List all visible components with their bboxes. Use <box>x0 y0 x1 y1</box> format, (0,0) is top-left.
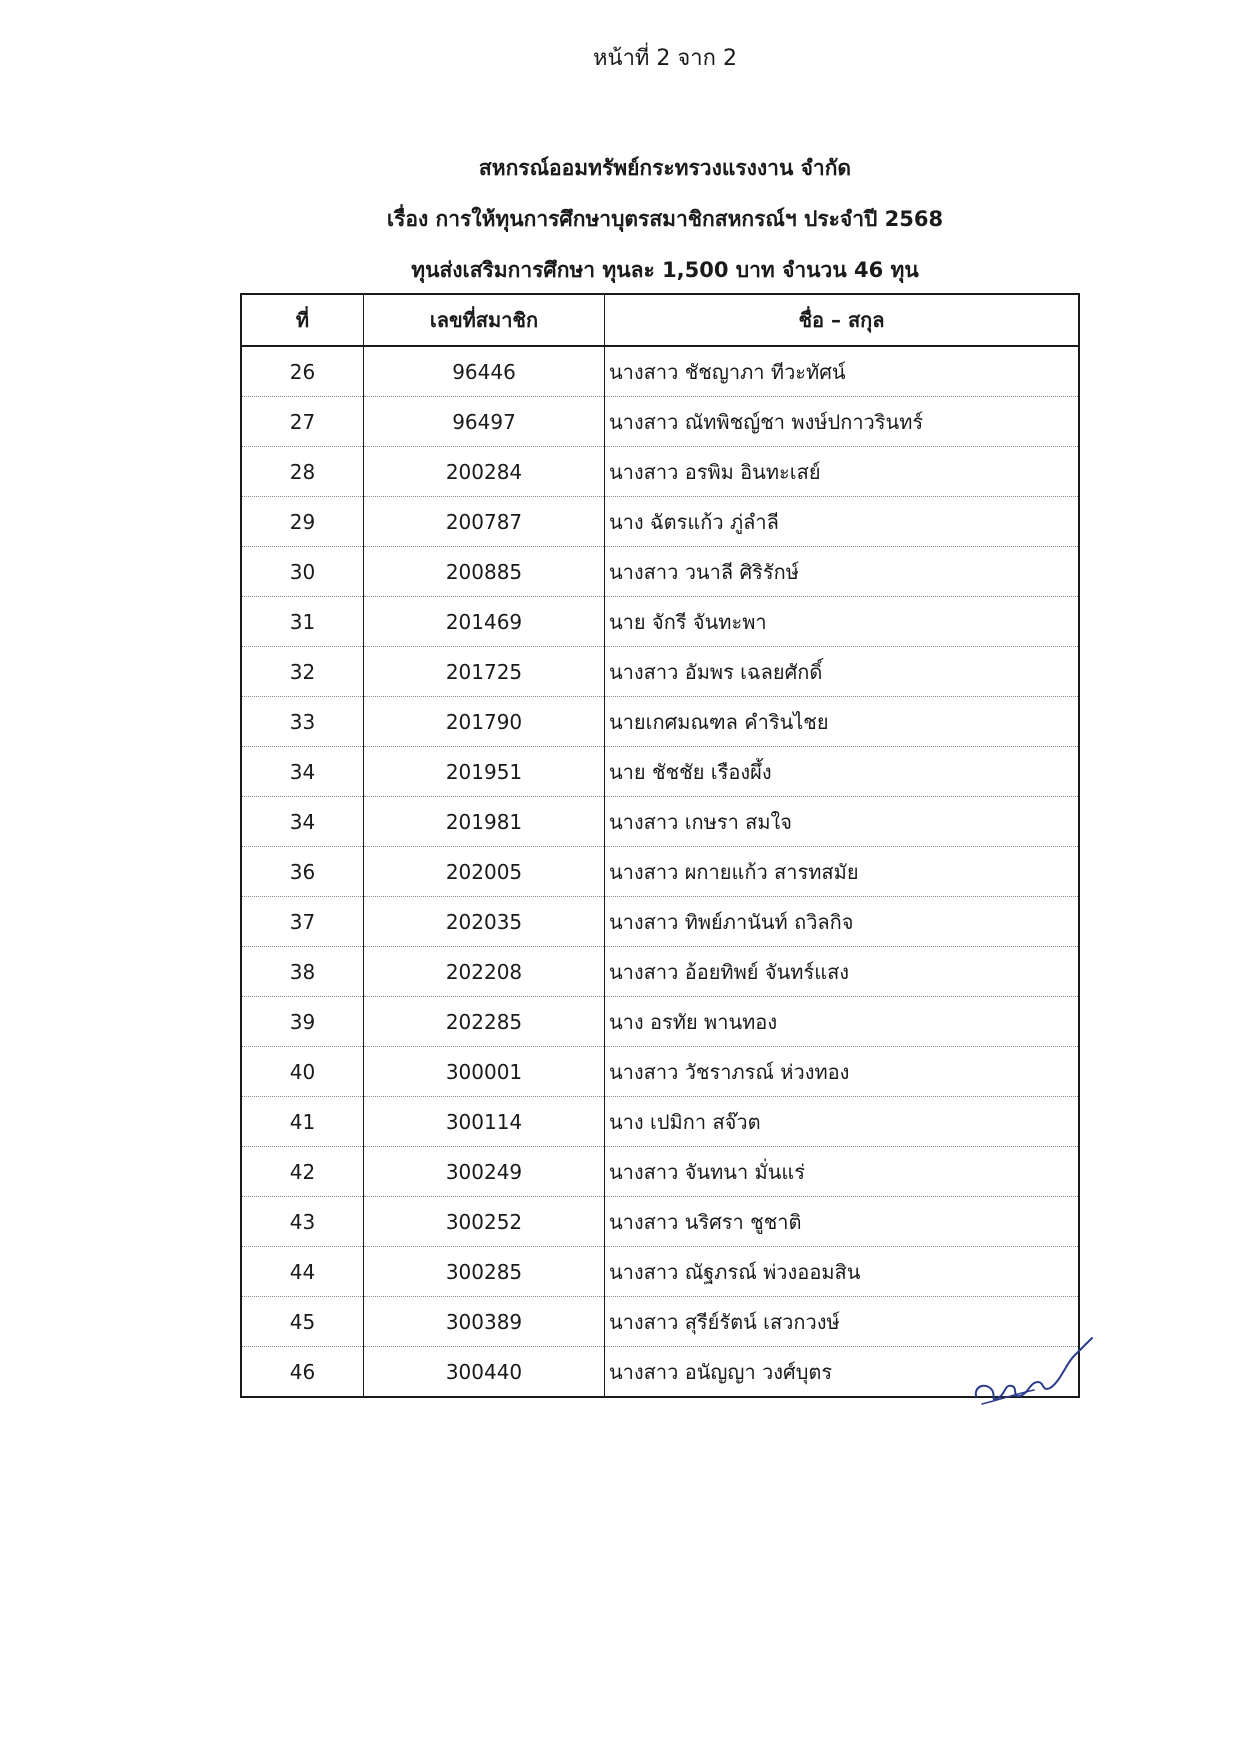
row-number: 34 <box>241 747 364 797</box>
column-header-no: ที่ <box>241 294 364 346</box>
table-row <box>241 597 1079 647</box>
member-name: นางสาว วนาลี ศิริรักษ์ <box>605 547 1080 597</box>
row-number: 33 <box>241 697 364 747</box>
member-id: 201790 <box>364 697 605 747</box>
table-row <box>241 1247 1079 1297</box>
member-name: นาง เปมิกา สจ๊วต <box>605 1097 1080 1147</box>
member-id: 202208 <box>364 947 605 997</box>
row-number: 39 <box>241 997 364 1047</box>
table-row <box>241 1197 1079 1247</box>
member-name: นาง ฉัตรแก้ว ภู่ลำลี <box>605 497 1080 547</box>
table-row <box>241 997 1079 1047</box>
member-name: นางสาว ทิพย์ภานันท์ ถวิลกิจ <box>605 897 1080 947</box>
row-number: 38 <box>241 947 364 997</box>
member-name: นางสาว นริศรา ชูชาติ <box>605 1197 1080 1247</box>
table-row <box>241 397 1079 447</box>
member-name: นางสาว ชัชญาภา ทีวะทัศน์ <box>605 346 1080 397</box>
table-row <box>241 747 1079 797</box>
row-number: 37 <box>241 897 364 947</box>
row-number: 45 <box>241 1297 364 1347</box>
table-row <box>241 947 1079 997</box>
member-id: 300001 <box>364 1047 605 1097</box>
member-name: นางสาว ณัทพิชญ์ชา พงษ์ปกาวรินทร์ <box>605 397 1080 447</box>
recipient-table-body <box>241 346 1079 1397</box>
row-number: 31 <box>241 597 364 647</box>
table-row <box>241 497 1079 547</box>
member-name: นาง อรทัย พานทอง <box>605 997 1080 1047</box>
row-number: 46 <box>241 1347 364 1398</box>
member-id: 200885 <box>364 547 605 597</box>
table-row <box>241 847 1079 897</box>
member-id: 201469 <box>364 597 605 647</box>
member-name: นางสาว ผกายแก้ว สารทสมัย <box>605 847 1080 897</box>
member-id: 300114 <box>364 1097 605 1147</box>
table-row <box>241 1097 1079 1147</box>
row-number: 34 <box>241 797 364 847</box>
member-id: 300440 <box>364 1347 605 1398</box>
row-number: 43 <box>241 1197 364 1247</box>
table-row <box>241 697 1079 747</box>
member-name: นางสาว ณัฐภรณ์ พ่วงออมสิน <box>605 1247 1080 1297</box>
signature <box>968 1308 1098 1408</box>
table-header-row <box>241 294 1079 346</box>
signature-stroke-2 <box>982 1390 1034 1404</box>
table-row <box>241 547 1079 597</box>
member-name: นางสาว สุรีย์รัตน์ เสวกวงษ์ <box>605 1297 1080 1347</box>
member-name: นางสาว อนัญญา วงศ์บุตร <box>605 1347 1080 1398</box>
row-number: 29 <box>241 497 364 547</box>
document-subject: เรื่อง การให้ทุนการศึกษาบุตรสมาชิกสหกรณ์ฯ ประจำปี 2568 <box>386 207 944 231</box>
member-name: นางสาว จันทนา มั่นแร่ <box>605 1147 1080 1197</box>
row-number: 27 <box>241 397 364 447</box>
table-row <box>241 447 1079 497</box>
member-id: 202035 <box>364 897 605 947</box>
organization-title: สหกรณ์ออมทรัพย์กระทรวงแรงงาน จำกัด <box>478 156 852 180</box>
member-name: นางสาว อรพิม อินทะเสย์ <box>605 447 1080 497</box>
member-id: 300285 <box>364 1247 605 1297</box>
table-row <box>241 1047 1079 1097</box>
member-name: นางสาว อัมพร เฉลยศักดิ์ <box>605 647 1080 697</box>
member-id: 96446 <box>364 346 605 397</box>
scholarship-description: ทุนส่งเสริมการศึกษา ทุนละ 1,500 บาท จำนวน 46 ทุน <box>411 258 919 282</box>
member-name: นาย ชัชชัย เรืองผึ้ง <box>605 747 1080 797</box>
row-number: 28 <box>241 447 364 497</box>
table-row <box>241 797 1079 847</box>
row-number: 40 <box>241 1047 364 1097</box>
table-row <box>241 1347 1079 1398</box>
table-row <box>241 1297 1079 1347</box>
row-number: 41 <box>241 1097 364 1147</box>
member-name: นางสาว วัชราภรณ์ ห่วงทอง <box>605 1047 1080 1097</box>
member-name: นายเกศมณฑล คำรินไชย <box>605 697 1080 747</box>
row-number: 42 <box>241 1147 364 1197</box>
member-id: 202005 <box>364 847 605 897</box>
member-id: 96497 <box>364 397 605 447</box>
member-id: 300252 <box>364 1197 605 1247</box>
row-number: 44 <box>241 1247 364 1297</box>
member-id: 201981 <box>364 797 605 847</box>
table-row <box>241 1147 1079 1197</box>
member-id: 201725 <box>364 647 605 697</box>
member-id: 200284 <box>364 447 605 497</box>
column-header-name: ชื่อ – สกุล <box>605 294 1080 346</box>
member-id: 202285 <box>364 997 605 1047</box>
member-id: 300389 <box>364 1297 605 1347</box>
member-name: นางสาว อ้อยทิพย์ จันทร์แสง <box>605 947 1080 997</box>
table-row <box>241 647 1079 697</box>
column-header-member-id: เลขที่สมาชิก <box>364 294 605 346</box>
member-id: 200787 <box>364 497 605 547</box>
recipient-table <box>240 293 1080 1398</box>
member-name: นางสาว เกษรา สมใจ <box>605 797 1080 847</box>
row-number: 26 <box>241 346 364 397</box>
member-id: 300249 <box>364 1147 605 1197</box>
table-row <box>241 897 1079 947</box>
member-name: นาย จักรี จันทะพา <box>605 597 1080 647</box>
page-number: หน้าที่ 2 จาก 2 <box>593 46 737 71</box>
member-id: 201951 <box>364 747 605 797</box>
row-number: 36 <box>241 847 364 897</box>
table-row <box>241 346 1079 397</box>
row-number: 32 <box>241 647 364 697</box>
row-number: 30 <box>241 547 364 597</box>
